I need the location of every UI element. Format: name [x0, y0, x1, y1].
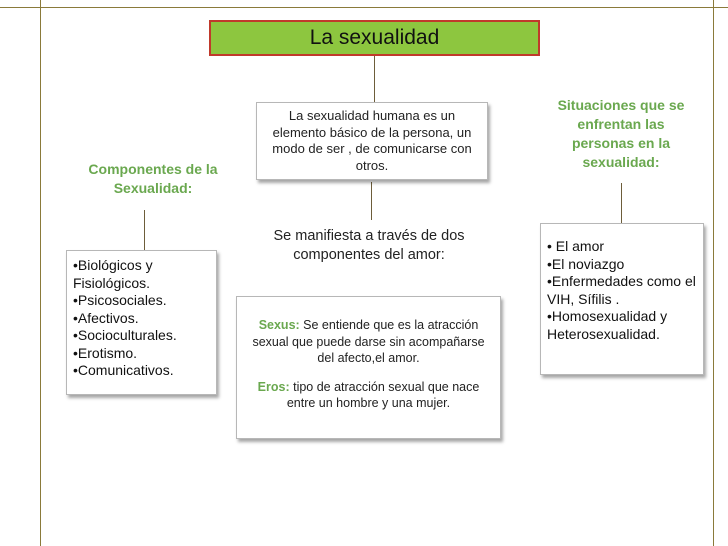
frame-line-right — [713, 0, 714, 546]
definition-box — [256, 102, 488, 180]
connector-heading-situations — [621, 183, 622, 223]
components-heading: Componentes de la Sexualidad: — [88, 161, 218, 196]
list-item: •Enfermedades como el VIH, Sífilis . — [547, 273, 696, 307]
connector-heading-components — [144, 210, 145, 250]
eros-label: Eros: — [257, 379, 290, 394]
list-item: •Erotismo. — [73, 344, 138, 361]
title-box — [209, 20, 540, 56]
list-item: •Socioculturales. — [73, 327, 177, 343]
situations-list — [547, 238, 697, 343]
manifest-text: Se manifiesta a través de dos componentes del amor: — [273, 228, 465, 263]
components-box — [66, 250, 217, 395]
sexus-block — [243, 317, 494, 367]
list-item: •Psicosociales. — [73, 292, 167, 308]
list-item: •Comunicativos. — [73, 362, 174, 378]
definition-text: La sexualidad humana es un elemento básico de la persona, un modo de ser , de comunicarse con otros. — [272, 108, 472, 173]
eros-text: tipo de atracción sexual que nace entre un hombre y una mujer. — [286, 379, 480, 410]
list-item: •Biológicos y Fisiológicos. — [73, 257, 153, 291]
eros-block — [243, 379, 494, 412]
title-text: La sexualidad — [309, 26, 440, 49]
frame-line-top — [0, 7, 728, 8]
sexus-label: Sexus: — [258, 318, 300, 332]
sexus-text: Se entiende que es la atracción sexual que puede darse sin acompañarse del afecto,el amor. — [252, 318, 485, 365]
list-item: •El noviazgo — [547, 255, 625, 272]
situations-box — [540, 223, 704, 375]
list-item: •Homosexualidad y Heterosexualidad. — [547, 308, 668, 342]
list-item: •Afectivos. — [73, 309, 139, 326]
components-list — [73, 257, 210, 380]
love-components-box — [236, 296, 501, 439]
frame-line-left — [40, 0, 41, 546]
connector-title-definition — [374, 56, 375, 102]
situations-heading: Situaciones que se enfrentan las personas en la sexualidad: — [557, 97, 685, 170]
connector-definition-manifest — [371, 182, 372, 220]
list-item: • El amor — [547, 238, 605, 254]
